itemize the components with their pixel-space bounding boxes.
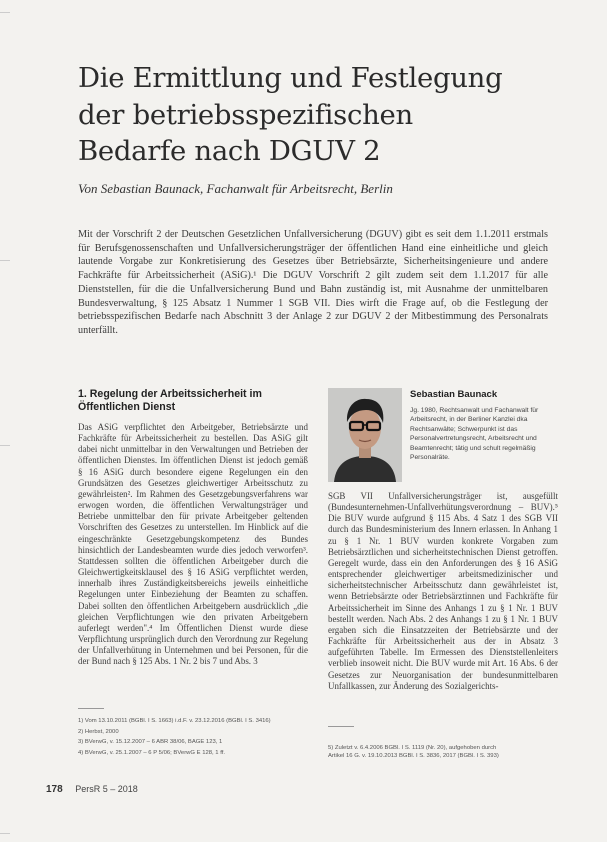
section-heading: 1. Regelung der Arbeitssicherheit im Öffentlichen Dienst — [78, 388, 262, 413]
title-line-1: Die Ermittlung und Festlegung — [78, 62, 503, 94]
footnotes-left — [78, 716, 308, 758]
footnotes-right — [328, 744, 558, 760]
article-byline: Von Sebastian Baunack, Fachanwalt für Arbeitsrecht, Berlin — [78, 181, 393, 196]
footnote: 3) BVerwG, v. 15.12.2007 – 6 ABR 38/06, BAGE 123, 1 — [78, 739, 223, 745]
footnote: 4) BVerwG, v. 25.1.2007 – 6 P 5/06; BVerwG E 128, 1 ff. — [78, 749, 226, 756]
footnote: Artikel 16 G. v. 19.10.2013 BGBl. I S. 3836, 2017 (BGBl. I S. 393) — [328, 753, 499, 759]
article-title — [78, 60, 558, 170]
crop-mark — [0, 260, 10, 261]
author-portrait-illustration — [328, 388, 402, 482]
journal-issue: PersR 5 – 2018 — [75, 784, 138, 794]
page-footer — [46, 784, 138, 795]
author-photo — [328, 388, 402, 482]
footnote: 2) Herbst, 2000 — [78, 728, 119, 735]
crop-mark — [0, 445, 10, 446]
article-intro: Mit der Vorschrift 2 der Deutschen Gesetzlichen Unfallversicherung (DGUV) gibt es seit dem 1.1.2011 erstmals für Berufsgenossenschaften und Unfallversicherungsträger der öffentlichen Hand eine einheitliche und gleich lautende Vorgabe zur Konkretisierung des Gesetzes über Betriebsärzte, Sicherheitsingenieure und andere Fachkräfte für Arbeitssicherheit (ASiG).¹ Die DGUV Vorschrift 2 gilt zudem seit dem 1.1.2017 für alle Dienststellen, für die die Unfallversicherung Bund und Bahn zuständig ist, mit Ausnahme der unmittelbaren Bundesverwaltung, § 125 Absatz 1 Nummer 1 SGB VII. Dies wirft die Frage auf, ob die Festlegung der betriebsspezifischen Bedarfe nach Abschnitt 3 der Anlage 2 zur DGUV 2 der Mitbestimmung des Personalrats unterfällt. — [78, 229, 548, 336]
page-number: 178 — [46, 784, 63, 795]
body-column-right: SGB VII Unfallversicherungsträger ist, ausgefüllt (Bundesunternehmen-Unfallverhütungsverordnung – BUV).⁵ Die BUV wurde aufgrund § 115 Abs. 4 Satz 1 des SGB VII durch das Bundesministerium des Innern erlassen. In Anhang 1 zu § 1 Nr. 1 BUV wurden konkrete Vorgaben zum Betriebsärztlichen und sicherheitstechnischen Dienst getroffen. Geregelt wurde, dass ein den Anforderungen des § 16 ASiG entsprechender gleichwertiger arbeitsmedizinischer und sicherheitstechnischer Arbeitsschutz dann gewährleistet ist, wenn Betriebsärzte oder Betriebsärztinnen und Fachkräfte für Arbeitssicherheit im Sinne des Anhangs 1 zu § 1 Nr. 1 BUV bestellt werden. Nach Abs. 2 des Anhangs 1 zu § 1 Nr. 1 BUV ergaben sich die Einsatzzeiten der Betriebsärzte und der Fachkräfte für Arbeitssicherheit aus der in Absatz 3 aufgeführten Tabelle. Im Ermessen des Dienststellenleiters verblieb insoweit nicht. Die BUV wurde mit Art. 16 Abs. 6 der Gesetzes zur Neuorganisation der bundesunmittelbaren Unfallkassen, zur Änderung des Sozialgerichts- — [328, 491, 558, 691]
crop-mark — [0, 833, 10, 834]
crop-mark — [0, 12, 10, 13]
footnote: 1) Vom 13.10.2011 (BGBl. I S. 1663) i.d.F. v. 23.12.2016 (BGBl. I S. 3416) — [78, 718, 271, 724]
footnote: 5) Zuletzt v. 6.4.2006 BGBl. I S. 1119 (Nr. 20), aufgehoben durch — [328, 745, 497, 751]
author-bio: Jg. 1980, Rechtsanwalt und Fachanwalt für Arbeitsrecht, in der Berliner Kanzlei dka Rechtsanwälte; Schwerpunkt ist das Personalvertretungsrecht, Arbeitsrecht und Beamtenrecht; tätig und schult regelmäßig Personalräte. — [410, 407, 539, 462]
footnote-divider-left — [78, 708, 104, 709]
body-column-left: Das ASiG verpflichtet den Arbeitgeber, Betriebsärzte und Fachkräfte für Arbeitssicherheit zu bestellen. Das ASiG gilt dabei nicht unmittelbar in den Verwaltungen und Betrieben der öffentlichen Dienstes. Im öffentlichen Dienst ist jedoch gemäß § 16 ASiG durch besondere eigene Regelungen ein den Grundsätzen des Gesetzes gleichwertiger Arbeitsschutz zu gewährleisten². Im Rahmen des Gesetzgebungsverfahrens war erwogen worden, die öffentlichen Verwaltungsträger und Betriebe unmittelbar den für private Arbeitgeber geltenden Vorschriften des Gesetzes zu unterstellen. Im Hinblick auf die eingeschränkte Gesetzgebungskompetenz des Bundes hinsichtlich der Landesbeamten wurde dies jedoch verworfen³. Stattdessen sollten die öffentlichen Arbeitgeber durch die Gleichwertigkeitsklausel des § 16 ASiG verpflichtet werden, innerhalb ihres Zuständigkeitsbereichs jeweils einheitliche Regelungen unter Einbeziehung der Beamten zu schaffen. Dabei sollten den öffentlichen Arbeitgebern ausdrücklich „die gleichen Verpflichtungen wie den privaten Arbeitgebern auferlegt werden".⁴ Im Öffentlichen Dienst wurde diese Verpflichtung ursprünglich durch den Verordnung zur Regelung der Unfallverhütung in Unternehmen und bei Personen, für die der Bund nach § 125 Abs. 1 Nr. 2 bis 7 und Abs. 3 — [78, 422, 308, 667]
title-line-2: der betriebsspezifischen — [78, 98, 413, 131]
author-name: Sebastian Baunack — [410, 389, 498, 400]
title-line-3: Bedarfe nach DGUV 2 — [78, 135, 381, 167]
footnote-divider-right — [328, 726, 354, 727]
